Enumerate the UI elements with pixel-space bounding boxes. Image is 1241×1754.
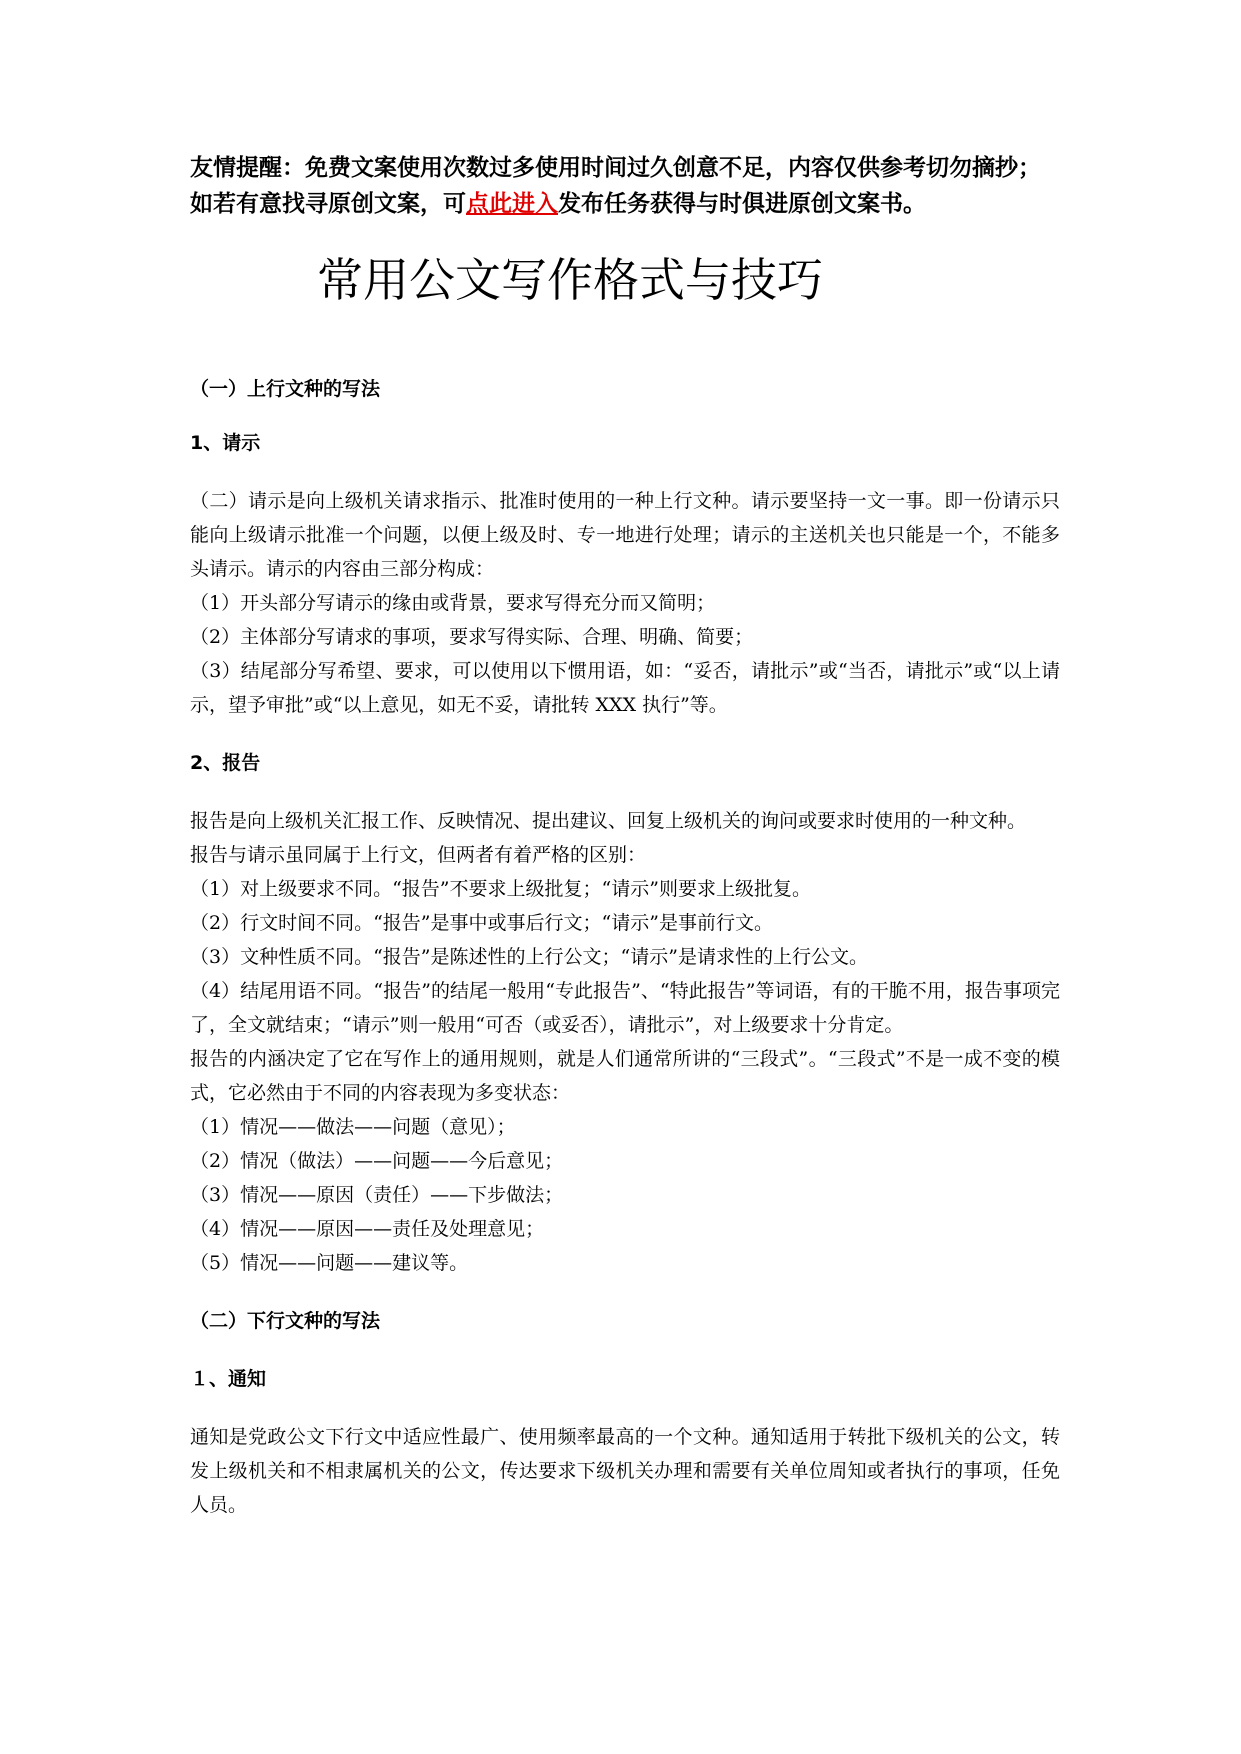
paragraph: （二）请示是向上级机关请求指示、批准时使用的一种上行文种。请示要坚持一文一事。即一份请示只能向上级请示批准一个问题，以便上级及时、专一地进行处理；请示的主送机关也只能是一个，不能多头请示。请示的内容由三部分构成： xyxy=(190,490,1060,580)
paragraph: （4）情况——原因——责任及处理意见； xyxy=(190,1218,545,1240)
paragraph: （4）结尾用语不同。“报告”的结尾一般用“专此报告”、“特此报告”等词语，有的干脆不用，报告事项完了，全文就结束；“请示”则一般用“可否（或妥否），请批示”，对上级要求十分肯定。 xyxy=(190,980,1060,1036)
paragraph: （2）情况（做法）——问题——今后意见； xyxy=(190,1150,564,1172)
section-heading-upward: （一）上行文种的写法 xyxy=(190,378,381,400)
paragraph: （3）情况——原因（责任）——下步做法； xyxy=(190,1184,564,1206)
paragraph: （5）情况——问题——建议等。 xyxy=(190,1252,469,1274)
notice-text-after: 发布任务获得与时俱进原创文案书。 xyxy=(558,191,926,217)
paragraph: （1）开头部分写请示的缘由或背景，要求写得充分而又简明； xyxy=(190,592,716,614)
subsection-heading-report: 2、报告 xyxy=(190,752,261,774)
subsection-heading-request: 1、请示 xyxy=(190,432,261,454)
paragraph: （2）行文时间不同。“报告”是事中或事后行文；“请示”是事前行文。 xyxy=(190,912,773,934)
section-heading-downward: （二）下行文种的写法 xyxy=(190,1310,381,1332)
paragraph: 报告的内涵决定了它在写作上的通用规则，就是人们通常所讲的“三段式”。“三段式”不是一成不变的模式，它必然由于不同的内容表现为多变状态： xyxy=(190,1048,1060,1104)
friendly-notice xyxy=(190,150,1060,222)
paragraph: （3）文种性质不同。“报告”是陈述性的上行公文；“请示”是请求性的上行公文。 xyxy=(190,946,868,968)
paragraph: 报告与请示虽同属于上行文，但两者有着严格的区别： xyxy=(190,844,647,866)
paragraph: （1）情况——做法——问题（意见）； xyxy=(190,1116,516,1138)
paragraph: 报告是向上级机关汇报工作、反映情况、提出建议、回复上级机关的询问或要求时使用的一种文种。 xyxy=(190,810,1027,832)
document-body xyxy=(190,372,1060,1522)
paragraph: （3）结尾部分写希望、要求，可以使用以下惯用语，如：“妥否，请批示”或“当否，请批示”或“以上请示，望予审批”或“以上意见，如无不妥，请批转 XXX 执行”等。 xyxy=(190,660,1060,716)
document-title: 常用公文写作格式与技巧 xyxy=(317,253,823,307)
paragraph: 通知是党政公文下行文中适应性最广、使用频率最高的一个文种。通知适用于转批下级机关的公文，转发上级机关和不相隶属机关的公文，传达要求下级机关办理和需要有关单位周知或者执行的事项，任免人员。 xyxy=(190,1426,1060,1516)
paragraph: （1）对上级要求不同。“报告”不要求上级批复；“请示”则要求上级批复。 xyxy=(190,878,811,900)
subsection-heading-notice: １、通知 xyxy=(190,1368,267,1390)
enter-here-link[interactable]: 点此进入 xyxy=(466,191,558,217)
notice-text-before: 友情提醒：免费文案使用次数过多使用时间过久创意不足，内容仅供参考切勿摘抄；如若有意找寻原创文案，可 xyxy=(190,155,1041,217)
paragraph: （2）主体部分写请求的事项，要求写得实际、合理、明确、简要； xyxy=(190,626,754,648)
